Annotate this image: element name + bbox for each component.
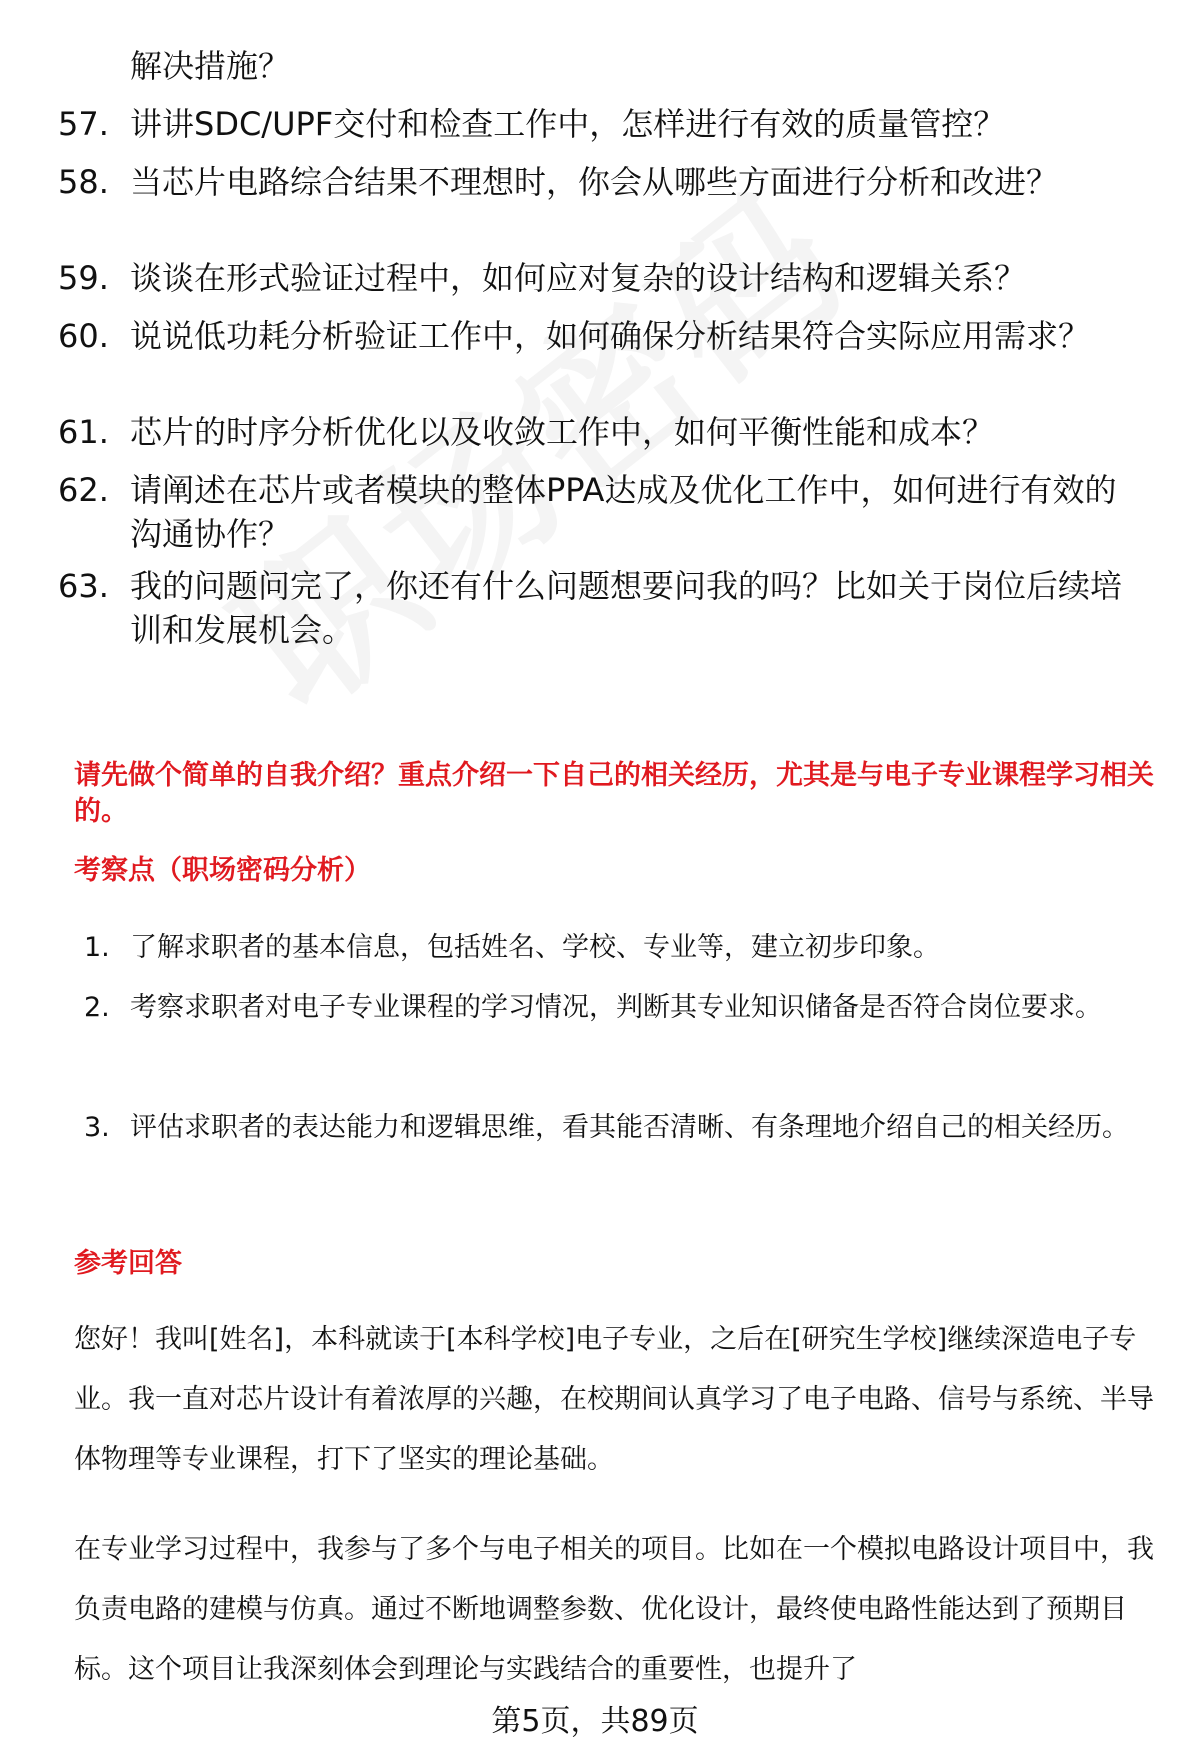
analysis-item-2	[84, 978, 1154, 1038]
answer-paragraph-1: 您好！我叫[姓名]，本科就读于[本科学校]电子专业，之后在[研究生学校]继续深造电子专业。我一直对芯片设计有着浓厚的兴趣，在校期间认真学习了电子电路、信号与系统、半导体物理等专业课程，打下了坚实的理论基础。	[74, 1324, 1154, 1475]
question-number: 62.	[58, 471, 109, 509]
section-title: 请先做个简单的自我介绍？重点介绍一下自己的相关经历，尤其是与电子专业课程学习相关的。	[74, 760, 1154, 827]
question-item-63	[58, 564, 1148, 652]
analysis-item-3	[84, 1098, 1154, 1158]
list-number: 1.	[84, 932, 110, 963]
analysis-title: 考察点（职场密码分析）	[74, 855, 371, 886]
question-item-56-continued	[58, 44, 1148, 88]
analysis-item-1	[84, 918, 1154, 978]
question-text: 谈谈在形式验证过程中，如何应对复杂的设计结构和逻辑关系？	[130, 259, 1027, 297]
question-item-57	[58, 102, 1148, 146]
question-item-60	[58, 314, 1148, 358]
list-text: 评估求职者的表达能力和逻辑思维，看其能否清晰、有条理地介绍自己的相关经历。	[130, 1112, 1129, 1143]
question-text: 我的问题问完了，你还有什么问题想要问我的吗？比如关于岗位后续培训和发展机会。	[130, 567, 1123, 649]
question-item-58	[58, 160, 1148, 204]
question-number: 59.	[58, 259, 109, 297]
question-number: 57.	[58, 105, 109, 143]
question-item-59	[58, 256, 1148, 300]
question-number: 63.	[58, 567, 109, 605]
list-number: 3.	[84, 1112, 110, 1143]
question-number: 61.	[58, 413, 109, 451]
question-text: 当芯片电路综合结果不理想时，你会从哪些方面进行分析和改进？	[130, 163, 1059, 201]
question-text: 芯片的时序分析优化以及收敛工作中，如何平衡性能和成本？	[130, 413, 995, 451]
answer-title: 参考回答	[74, 1248, 182, 1279]
question-text: 请阐述在芯片或者模块的整体PPA达成及优化工作中，如何进行有效的沟通协作？	[130, 471, 1117, 553]
page-footer: 第5页，共89页	[491, 1704, 699, 1739]
question-number: 60.	[58, 317, 109, 355]
list-text: 考察求职者对电子专业课程的学习情况，判断其专业知识储备是否符合岗位要求。	[130, 992, 1102, 1023]
question-text: 讲讲SDC/UPF交付和检查工作中，怎样进行有效的质量管控？	[130, 105, 1006, 143]
question-item-62	[58, 468, 1148, 556]
answer-paragraph-2: 在专业学习过程中，我参与了多个与电子相关的项目。比如在一个模拟电路设计项目中，我负责电路的建模与仿真。通过不断地调整参数、优化设计，最终使电路性能达到了预期目标。这个项目让我深刻体会到理论与实践结合的重要性，也提升了	[74, 1534, 1154, 1685]
question-number: 58.	[58, 163, 109, 201]
list-number: 2.	[84, 992, 110, 1023]
question-text: 说说低功耗分析验证工作中，如何确保分析结果符合实际应用需求？	[130, 317, 1091, 355]
question-text: 解决措施？	[130, 47, 291, 85]
question-item-61	[58, 410, 1148, 454]
list-text: 了解求职者的基本信息，包括姓名、学校、专业等，建立初步印象。	[130, 932, 940, 963]
